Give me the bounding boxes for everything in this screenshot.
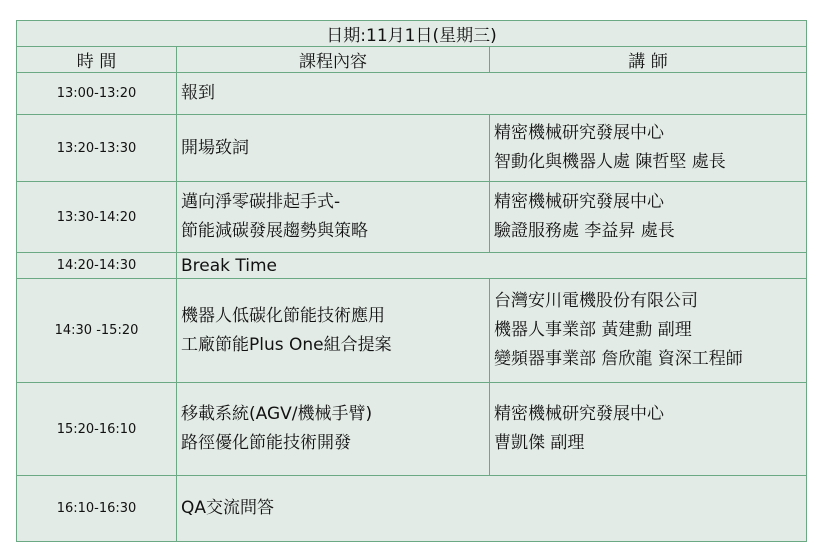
agenda-wrapper — [16, 20, 806, 542]
date-header: 日期:11月1日(星期三) — [17, 21, 807, 47]
speaker-line: 精密機械研究發展中心 — [494, 404, 664, 424]
speaker-line: 曹凱傑 副理 — [494, 433, 585, 453]
time-cell: 13:30-14:20 — [17, 182, 177, 253]
speaker-line: 精密機械研究發展中心 — [494, 123, 664, 143]
topic-line: Break Time — [181, 255, 278, 276]
time-cell: 14:30 -15:20 — [17, 279, 177, 383]
topic-line: 節能減碳發展趨勢與策略 — [181, 221, 368, 241]
topic-cell — [177, 383, 490, 476]
time-cell: 14:20-14:30 — [17, 253, 177, 279]
topic-cell — [177, 476, 807, 542]
time-cell: 13:20-13:30 — [17, 115, 177, 182]
topic-line: QA交流問答 — [181, 498, 275, 518]
table-row — [17, 115, 807, 182]
speaker-line: 智動化與機器人處 陳哲堅 處長 — [494, 152, 726, 172]
topic-line: 報到 — [181, 83, 215, 103]
table-row — [17, 476, 807, 542]
time-cell: 13:00-13:20 — [17, 73, 177, 115]
topic-cell — [177, 182, 490, 253]
speaker-cell — [490, 115, 807, 182]
speaker-cell — [490, 383, 807, 476]
table-row — [17, 383, 807, 476]
header-topic: 課程內容 — [177, 47, 490, 73]
speaker-line: 變頻器事業部 詹欣龍 資深工程師 — [494, 349, 743, 369]
table-row — [17, 279, 807, 383]
time-cell: 15:20-16:10 — [17, 383, 177, 476]
table-row — [17, 253, 807, 279]
header-time: 時 間 — [17, 47, 177, 73]
speaker-cell — [490, 279, 807, 383]
agenda-table — [16, 20, 807, 542]
topic-cell — [177, 115, 490, 182]
topic-line: 機器人低碳化節能技術應用 — [181, 305, 385, 326]
speaker-line: 驗證服務處 李益昇 處長 — [494, 221, 675, 241]
header-speaker: 講 師 — [490, 47, 807, 73]
topic-line: 邁向淨零碳排起手式- — [181, 192, 341, 212]
topic-line: 路徑優化節能技術開發 — [181, 433, 351, 453]
time-cell: 16:10-16:30 — [17, 476, 177, 542]
topic-line: 工廠節能Plus One組合提案 — [181, 334, 392, 355]
speaker-cell — [490, 182, 807, 253]
speaker-line: 機器人事業部 黃建勳 副理 — [494, 320, 692, 340]
speaker-line: 精密機械研究發展中心 — [494, 192, 664, 212]
speaker-line: 台灣安川電機股份有限公司 — [494, 291, 698, 311]
column-header-row — [17, 47, 807, 73]
table-row — [17, 73, 807, 115]
topic-cell — [177, 279, 490, 383]
topic-cell — [177, 253, 807, 279]
table-row — [17, 182, 807, 253]
topic-line: 開場致詞 — [181, 137, 249, 158]
date-header-row — [17, 21, 807, 47]
topic-cell — [177, 73, 807, 115]
topic-line: 移載系統(AGV/機械手臂) — [181, 404, 373, 424]
